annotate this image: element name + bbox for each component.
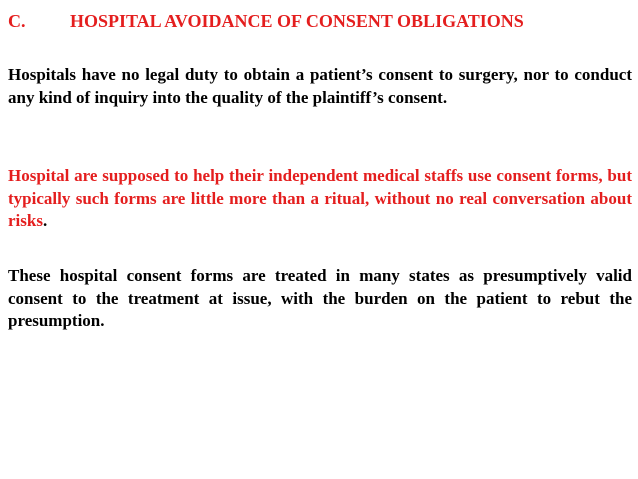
paragraph-consent-forms-ritual (8, 165, 632, 233)
paragraph-presumptive-validity (8, 265, 632, 333)
paragraph-end-period: . (42, 211, 48, 230)
slide-title (8, 10, 630, 32)
paragraph-text-highlighted: Hospital are supposed to help their independent medical staffs use consent forms, but typically such forms are little more than a ritual, without no real conversation about risks (8, 166, 632, 230)
section-heading: HOSPITAL AVOIDANCE OF CONSENT OBLIGATIONS (70, 11, 524, 31)
paragraph-text: These hospital consent forms are treated in many states as presumptively valid consent to the treatment at issue, with the burden on the patient to rebut the presumption. (8, 266, 632, 330)
paragraph-text: Hospitals have no legal duty to obtain a patient’s consent to surgery, nor to conduct any kind of inquiry into the quality of the plaintiff’s consent. (8, 65, 632, 107)
section-number: C. (8, 11, 26, 31)
paragraph-hospital-duty (8, 64, 632, 109)
